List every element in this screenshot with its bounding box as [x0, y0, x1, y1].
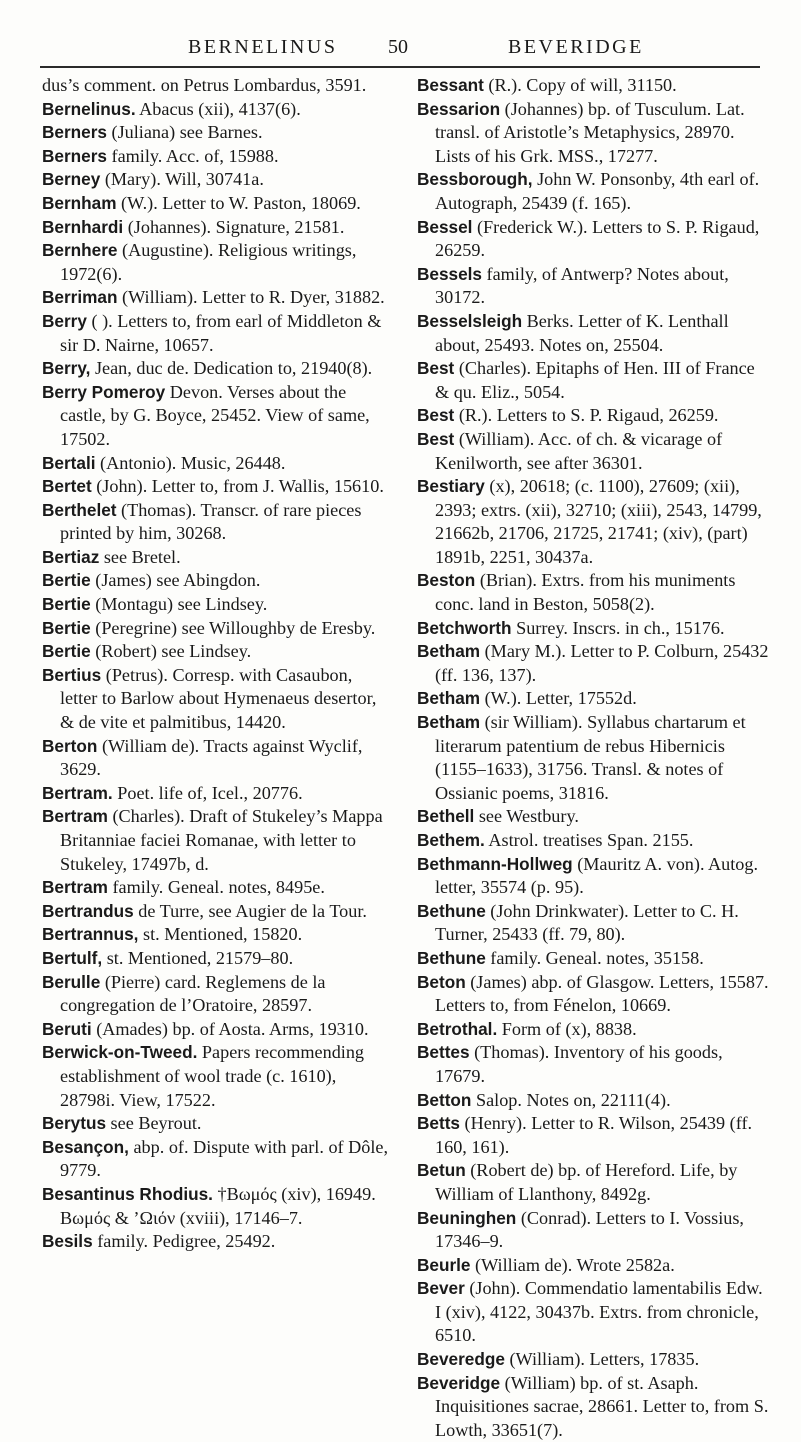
entry-text: (Robert) see Lindsey.: [90, 641, 252, 662]
index-entry: [417, 475, 769, 569]
entry-heading: Beton: [417, 971, 466, 992]
index-entry: [417, 853, 769, 900]
index-entry: [417, 1277, 769, 1348]
entry-heading: Bertiaz: [42, 546, 100, 567]
entry-text: st. Mentioned, 21579–80.: [102, 947, 294, 968]
entry-text: (Robert de) bp. of Hereford. Life, by William of Llanthony, 8492g.: [435, 1160, 738, 1204]
entry-text: (Henry). Letter to R. Wilson, 25439 (ff. 160, 161).: [435, 1113, 753, 1157]
entry-heading: Best: [417, 358, 455, 379]
index-entry: [42, 1230, 394, 1254]
entry-heading: Berulle: [42, 971, 101, 992]
index-entry: [42, 782, 394, 806]
entry-heading: Bertram.: [42, 782, 113, 803]
entry-heading: Bertrannus,: [42, 924, 139, 945]
entry-text: Jean, duc de. Dedication to, 21940(8).: [90, 358, 373, 379]
entry-text: dus’s comment. on Petrus Lombardus, 3591.: [42, 75, 367, 95]
entry-text: (Johannes) bp. of Tusculum. Lat. transl. of Aristotle’s Metaphysics, 28970. Lists of his Grk. MSS., 17277.: [435, 98, 745, 166]
entry-heading: Bertius: [42, 664, 102, 685]
index-entry: [42, 381, 394, 452]
entry-heading: Bethmann-Hollweg: [417, 853, 573, 874]
index-entry: [417, 829, 769, 853]
index-entry: [42, 1136, 394, 1183]
entry-text: John W. Ponsonby, 4th earl of. Autograph, 25439 (f. 165).: [435, 169, 760, 213]
entry-text: (Johannes). Signature, 21581.: [123, 216, 345, 237]
entry-heading: Beuninghen: [417, 1207, 517, 1228]
index-entry: [417, 1089, 769, 1113]
entry-heading: Bertram: [42, 806, 108, 827]
index-entry: [42, 947, 394, 971]
index-entry: [42, 74, 394, 98]
entry-heading: Besils: [42, 1231, 93, 1252]
entry-text: st. Mentioned, 15820.: [138, 924, 303, 945]
index-entry: [42, 664, 394, 735]
entry-text: de Turre, see Augier de la Tour.: [133, 900, 367, 921]
entry-text: (sir William). Syllabus chartarum et literarum patentium de rebus Hibernicis (1155–1633), 31756. Transl. & notes of Ossianic poems, 31816.: [435, 712, 746, 803]
index-entry: [417, 98, 769, 169]
entry-heading: Besançon,: [42, 1136, 129, 1157]
index-entry: [42, 617, 394, 641]
left-column: [42, 74, 394, 1254]
entry-heading: Berry Pomeroy: [42, 381, 166, 402]
entry-heading: Bertulf,: [42, 947, 103, 968]
entry-heading: Besselsleigh: [417, 310, 523, 331]
entry-text: (William). Letter to R. Dyer, 31882.: [117, 287, 385, 308]
index-entry: [417, 1254, 769, 1278]
index-entry: [42, 98, 394, 122]
entry-text: (Montagu) see Lindsey.: [90, 594, 268, 615]
entry-text: (R.). Copy of will, 31150.: [483, 75, 677, 95]
index-entry: [42, 1112, 394, 1136]
entry-text: Poet. life of, Icel., 20776.: [112, 782, 303, 803]
entry-heading: Betchworth: [417, 617, 512, 638]
entry-text: (Mauritz A. von). Autog. letter, 35574 (p. 95).: [435, 853, 759, 898]
entry-text: Surrey. Inscrs. in ch., 15176.: [511, 617, 725, 638]
index-entry: [417, 805, 769, 829]
entry-text: Abacus (xii), 4137(6).: [135, 98, 301, 119]
index-entry: [42, 569, 394, 593]
entry-text: (R.). Letters to S. P. Rigaud, 26259.: [454, 405, 719, 426]
entry-heading: Berners: [42, 122, 107, 143]
entry-heading: Betun: [417, 1160, 466, 1181]
index-entry: [417, 357, 769, 404]
index-entry: [417, 640, 769, 687]
index-entry: [417, 569, 769, 616]
entry-text: (William de). Wrote 2582a.: [470, 1254, 675, 1275]
index-entry: [42, 593, 394, 617]
index-entry: [42, 239, 394, 286]
entry-text: see Westbury.: [474, 806, 579, 827]
entry-heading: Besantinus Rhodius.: [42, 1183, 213, 1204]
index-entry: [417, 947, 769, 971]
entry-text: (x), 20618; (c. 1100), 27609; (xii), 2393; extrs. (xii), 32710; (xiii), 2543, 14799, 21662b, 21706, 21725, 21741; (xiv), (part) 1891b, 2251, 30437a.: [435, 476, 762, 567]
index-entry: [42, 168, 394, 192]
entry-heading: Betton: [417, 1089, 472, 1110]
entry-text: (Charles). Epitaphs of Hen. III of France & qu. Eliz., 5054.: [435, 358, 755, 402]
entry-text: (James) see Abingdon.: [90, 570, 261, 591]
index-entry: [42, 310, 394, 357]
entry-heading: Bernhardi: [42, 216, 124, 237]
entry-text: (Augustine). Religious writings, 1972(6).: [60, 240, 357, 284]
entry-heading: Beston: [417, 570, 476, 591]
index-entry: [42, 286, 394, 310]
entry-heading: Bernhere: [42, 240, 118, 261]
entry-text: family. Pedigree, 25492.: [92, 1231, 276, 1252]
entry-heading: Bernelinus.: [42, 98, 136, 119]
entry-heading: Berriman: [42, 287, 118, 308]
entry-text: Salop. Notes on, 22111(4).: [471, 1089, 671, 1110]
index-entry: [417, 1159, 769, 1206]
index-entry: [42, 499, 394, 546]
entry-heading: Bernham: [42, 192, 117, 213]
entry-text: family, of Antwerp? Notes about, 30172.: [435, 263, 729, 308]
entry-heading: Bessborough,: [417, 169, 533, 190]
entry-text: (Antonio). Music, 26448.: [95, 452, 286, 473]
index-entry: [42, 1018, 394, 1042]
entry-text: abp. of. Dispute with parl. of Dôle, 9779.: [60, 1136, 389, 1181]
entry-heading: Berry: [42, 310, 87, 331]
index-entry: [417, 310, 769, 357]
entry-heading: Bessels: [417, 263, 482, 284]
entry-heading: Bertie: [42, 617, 91, 638]
entry-heading: Berthelet: [42, 499, 117, 520]
entry-heading: Bertie: [42, 594, 91, 615]
entry-text: †Βωμός (xiv), 16949. Βωμός & ’Ωιόν (xviii), 17146–7.: [60, 1183, 376, 1228]
entry-heading: Berton: [42, 735, 98, 756]
index-entry: [42, 546, 394, 570]
entry-heading: Bertali: [42, 452, 96, 473]
header-right-word: BEVERIDGE: [508, 36, 644, 58]
entry-heading: Betrothal.: [417, 1018, 498, 1039]
index-entry: [42, 900, 394, 924]
entry-heading: Berners: [42, 145, 107, 166]
entry-heading: Bertrandus: [42, 900, 134, 921]
entry-heading: Beveredge: [417, 1349, 505, 1370]
index-entry: [417, 971, 769, 1018]
index-entry: [417, 1041, 769, 1088]
page-number: 50: [388, 36, 408, 58]
index-entry: [42, 145, 394, 169]
index-entry: [417, 168, 769, 215]
index-entry: [42, 1041, 394, 1112]
entry-text: (John). Letter to, from J. Wallis, 15610.: [91, 476, 384, 497]
index-entry: [417, 1207, 769, 1254]
entry-heading: Betham: [417, 712, 481, 733]
entry-text: see Bretel.: [99, 546, 181, 567]
entry-heading: Bethell: [417, 806, 475, 827]
entry-text: Devon. Verses about the castle, by G. Boyce, 25452. View of same, 17502.: [60, 381, 370, 449]
entry-text: Astrol. treatises Span. 2155.: [484, 830, 694, 850]
index-entry: [42, 640, 394, 664]
entry-text: (Frederick W.). Letters to S. P. Rigaud, 26259.: [435, 216, 760, 261]
index-entry: [42, 121, 394, 145]
index-entry: [417, 1112, 769, 1159]
entry-text: Berks. Letter of K. Lenthall about, 25493. Notes on, 25504.: [435, 310, 729, 355]
entry-heading: Beveridge: [417, 1372, 501, 1393]
index-entry: [42, 805, 394, 876]
entry-text: (Petrus). Corresp. with Casaubon, letter to Barlow about Hymenaeus desertor, & de vite et palmitibus, 14420.: [60, 664, 377, 733]
index-entry: [417, 1348, 769, 1372]
entry-text: (W.). Letter to W. Paston, 18069.: [116, 192, 361, 213]
entry-text: (Charles). Draft of Stukeley’s Mappa Britanniae faciei Romanae, with letter to Stukeley, 17497b, d.: [60, 806, 383, 874]
entry-text: (W.). Letter, 17552d.: [480, 688, 637, 709]
index-entry: [417, 1018, 769, 1042]
entry-heading: Berwick-on-Tweed.: [42, 1042, 198, 1063]
index-entry: [42, 475, 394, 499]
entry-text: (Brian). Extrs. from his muniments conc. land in Beston, 5058(2).: [435, 570, 736, 615]
index-entry: [42, 192, 394, 216]
entry-heading: Bessel: [417, 216, 473, 237]
entry-text: (Thomas). Transcr. of rare pieces printed by him, 30268.: [60, 499, 362, 544]
entry-heading: Beurle: [417, 1254, 471, 1275]
index-entry: [42, 452, 394, 476]
index-entry: [417, 74, 769, 98]
entry-heading: Bestiary: [417, 476, 485, 497]
entry-heading: Berney: [42, 169, 101, 190]
index-entry: [417, 687, 769, 711]
entry-heading: Best: [417, 428, 455, 449]
entry-text: (William). Letters, 17835.: [504, 1349, 700, 1370]
entry-heading: Bertie: [42, 570, 91, 591]
running-header: [0, 36, 801, 66]
entry-text: (Pierre) card. Reglemens de la congregation de l’Oratoire, 28597.: [60, 971, 326, 1016]
entry-heading: Betts: [417, 1113, 460, 1134]
entry-heading: Bettes: [417, 1042, 470, 1063]
index-entry: [42, 876, 394, 900]
index-entry: [417, 711, 769, 805]
entry-text: ( ). Letters to, from earl of Middleton & sir D. Nairne, 10657.: [60, 310, 382, 355]
entry-text: (Conrad). Letters to I. Vossius, 17346–9.: [435, 1207, 744, 1252]
index-entry: [42, 735, 394, 782]
entry-text: Papers recommending establishment of wool trade (c. 1610), 28798i. View, 17522.: [60, 1042, 365, 1110]
index-entry: [42, 923, 394, 947]
entry-heading: Berry,: [42, 358, 91, 379]
right-column: [417, 74, 769, 1442]
index-entry: [417, 404, 769, 428]
entry-heading: Berytus: [42, 1113, 106, 1134]
entry-text: (Juliana) see Barnes.: [106, 122, 263, 143]
entry-text: (Amades) bp. of Aosta. Arms, 19310.: [91, 1018, 369, 1039]
index-entry: [42, 216, 394, 240]
entry-heading: Bessant: [417, 75, 484, 95]
header-left-word: BERNELINUS: [188, 36, 338, 58]
entry-text: (James) abp. of Glasgow. Letters, 15587. Letters to, from Fénelon, 10669.: [435, 971, 769, 1016]
index-entry: [42, 357, 394, 381]
entry-text: (Thomas). Inventory of his goods, 17679.: [435, 1042, 723, 1086]
entry-heading: Bessarion: [417, 98, 501, 119]
entry-text: (Peregrine) see Willoughby de Eresby.: [90, 617, 376, 638]
entry-heading: Best: [417, 405, 455, 426]
index-entry: [417, 900, 769, 947]
entry-heading: Bethune: [417, 900, 486, 921]
entry-text: Form of (x), 8838.: [497, 1018, 637, 1039]
entry-text: (John Drinkwater). Letter to C. H. Turner, 25433 (ff. 79, 80).: [435, 900, 739, 945]
header-rule: [40, 66, 760, 68]
entry-heading: Bertram: [42, 877, 108, 898]
entry-text: (Mary M.). Letter to P. Colburn, 25432 (ff. 136, 137).: [435, 641, 769, 685]
entry-text: (Mary). Will, 30741a.: [100, 169, 264, 190]
index-entry: [417, 1372, 769, 1442]
index-entry: [417, 428, 769, 475]
entry-heading: Bertie: [42, 641, 91, 662]
index-entry: [417, 216, 769, 263]
entry-heading: Bertet: [42, 476, 92, 497]
entry-heading: Bethem.: [417, 830, 485, 850]
entry-text: family. Acc. of, 15988.: [106, 145, 279, 166]
index-entry: [42, 1183, 394, 1230]
entry-text: family. Geneal. notes, 8495e.: [107, 877, 325, 898]
index-entry: [42, 971, 394, 1018]
entry-heading: Betham: [417, 641, 481, 662]
entry-text: family. Geneal. notes, 35158.: [485, 947, 704, 968]
index-entry: [417, 263, 769, 310]
entry-heading: Betham: [417, 688, 481, 709]
entry-heading: Beruti: [42, 1018, 92, 1039]
index-entry: [417, 617, 769, 641]
entry-heading: Bever: [417, 1278, 465, 1299]
entry-text: see Beyrout.: [106, 1113, 202, 1134]
entry-text: (William). Acc. of ch. & vicarage of Kenilworth, see after 36301.: [435, 428, 723, 473]
entry-text: (William de). Tracts against Wyclif, 3629.: [60, 735, 363, 780]
entry-text: (John). Commendatio lamentabilis Edw. I (xiv), 4122, 30437b. Extrs. from chronicle, 6510.: [435, 1278, 763, 1346]
entry-heading: Bethune: [417, 947, 486, 968]
entry-text: (William) bp. of st. Asaph. Inquisitiones sacrae, 28661. Letter to, from S. Lowth, 33651(7).: [435, 1372, 769, 1440]
